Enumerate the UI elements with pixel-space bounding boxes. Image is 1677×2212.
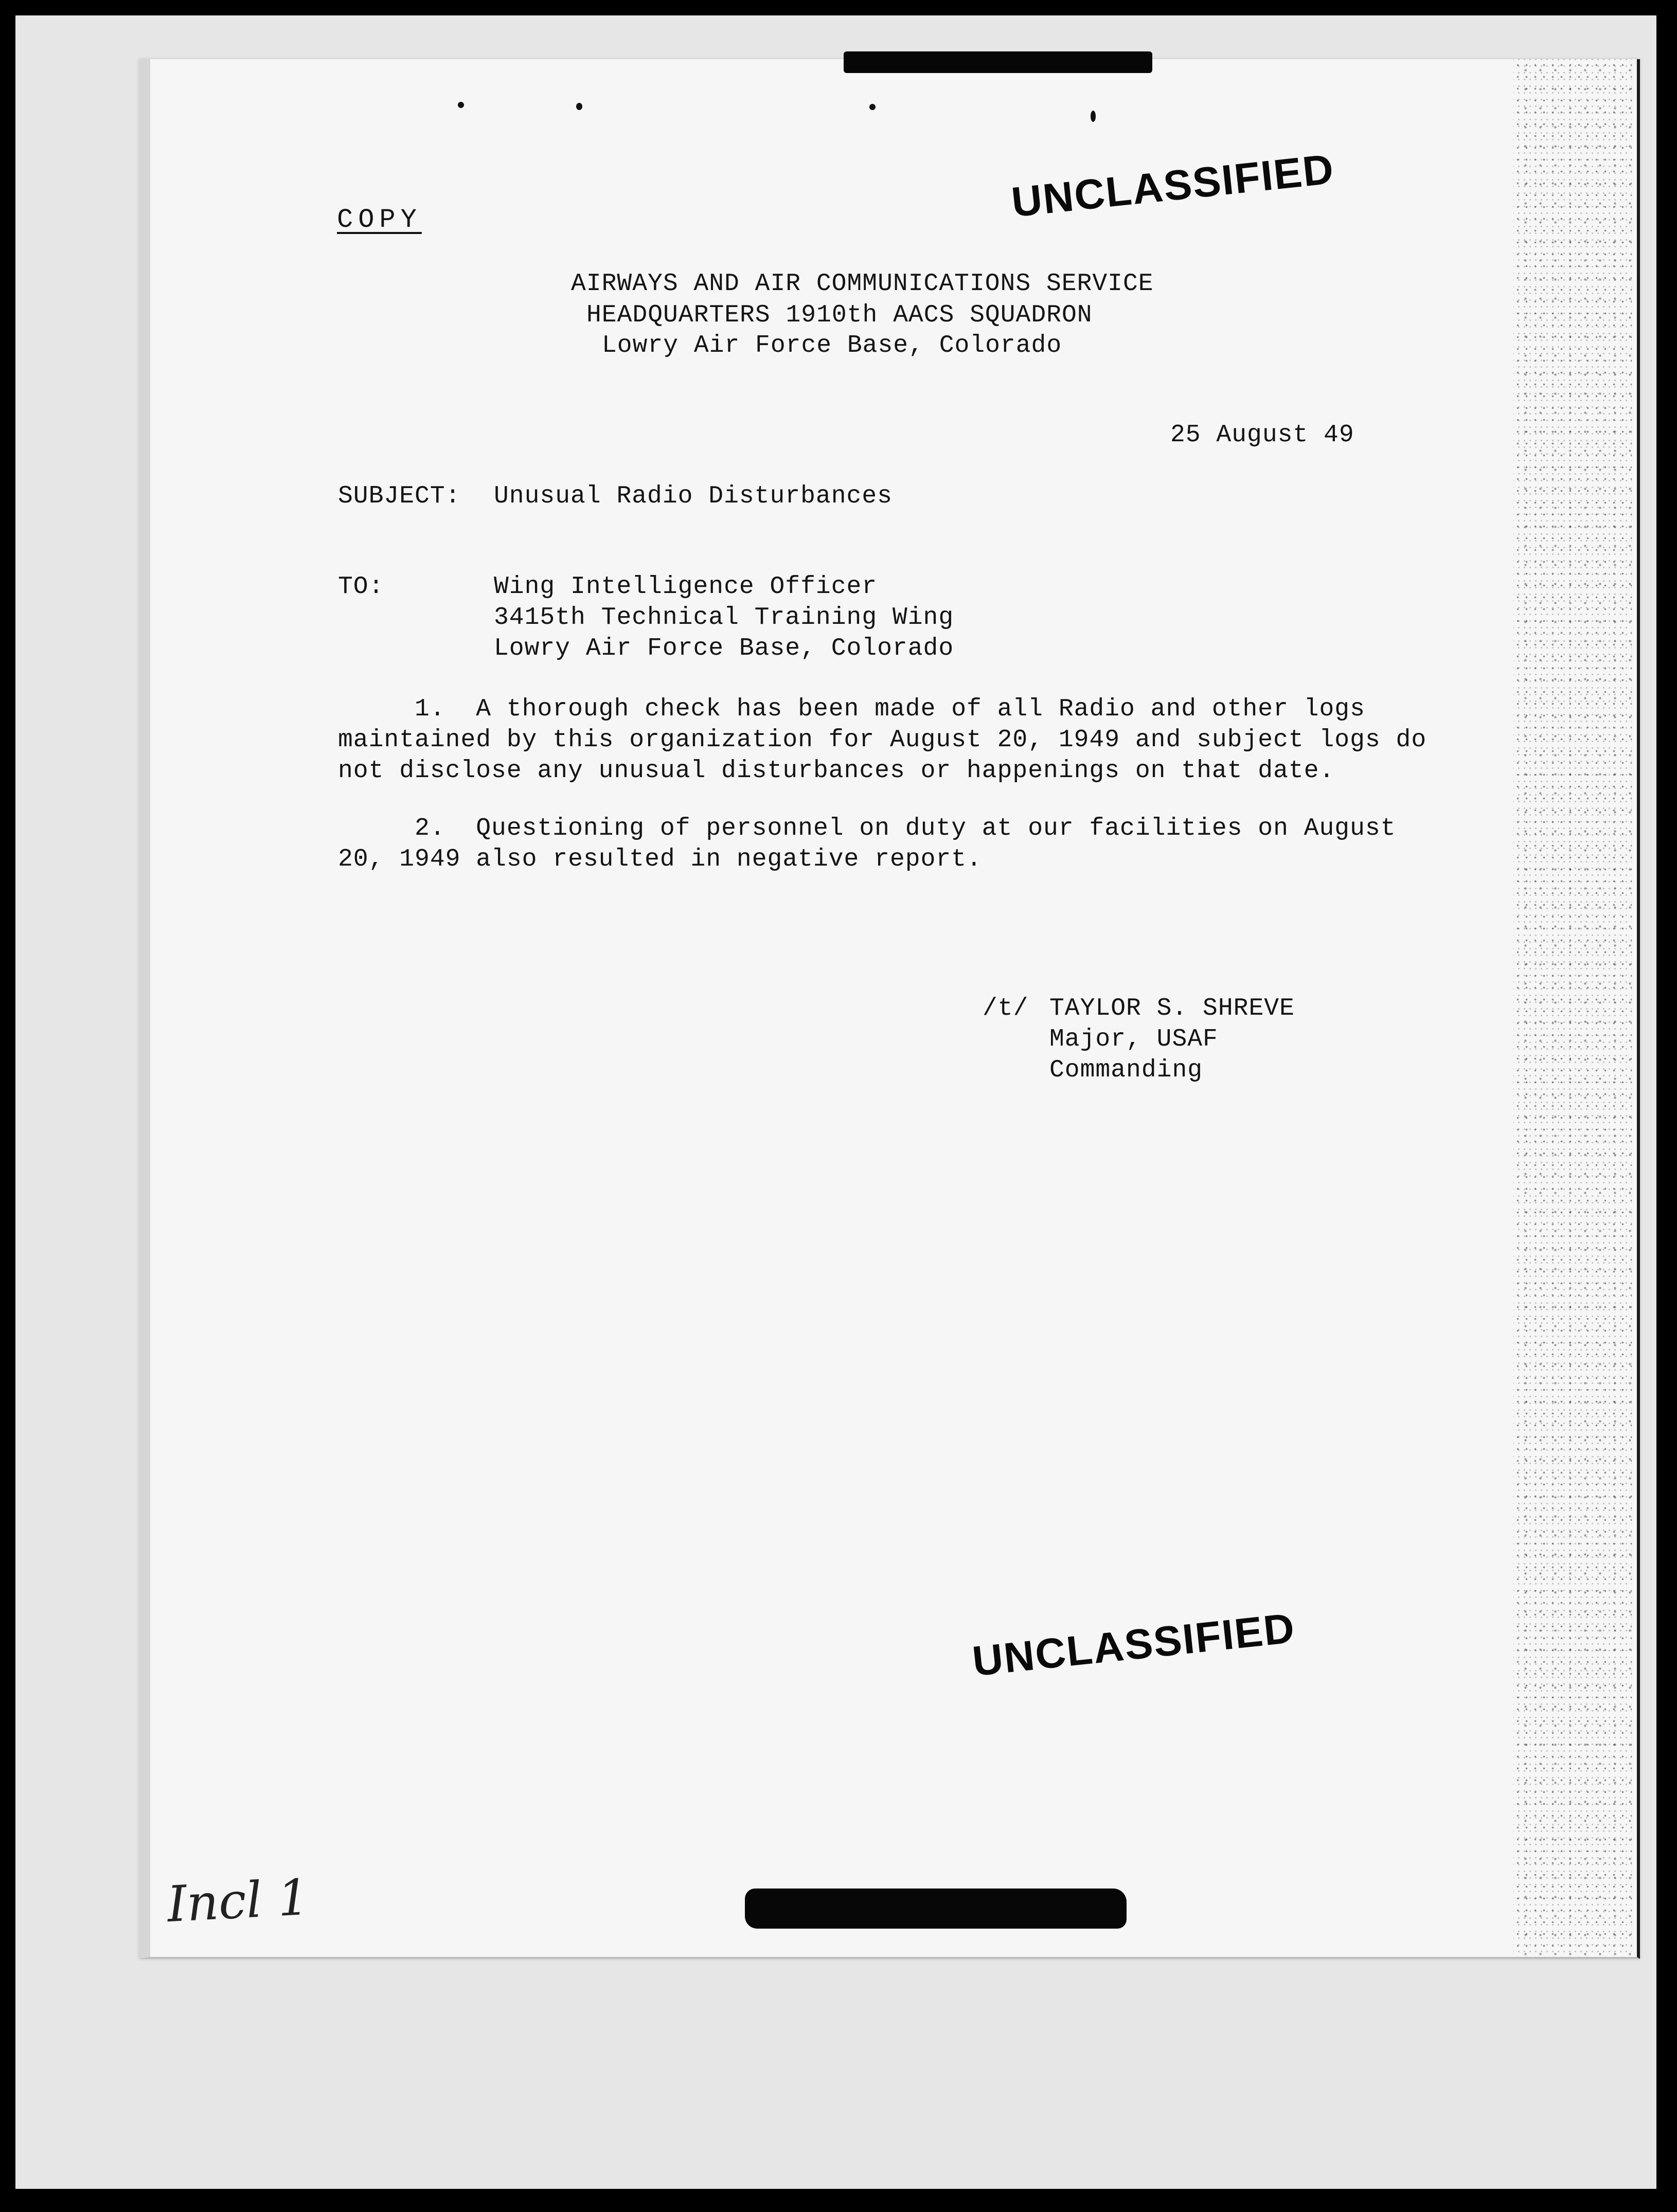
signer-rank: Major, USAF xyxy=(1049,1026,1218,1053)
photo-frame-bottom xyxy=(0,2189,1677,2212)
copy-mark: COPY xyxy=(337,205,422,235)
redaction-bar-top xyxy=(844,51,1152,73)
letterhead-line-3: Lowry Air Force Base, Colorado xyxy=(602,332,1062,359)
to-line-3: Lowry Air Force Base, Colorado xyxy=(494,635,954,662)
punch-mark xyxy=(458,102,464,108)
punch-mark xyxy=(869,104,876,110)
photo-frame-right xyxy=(1656,0,1677,2212)
redaction-bar-bottom xyxy=(745,1889,1127,1929)
letter-date: 25 August 49 xyxy=(1170,421,1354,449)
unclassified-stamp-bottom: UNCLASSIFIED xyxy=(970,1605,1298,1685)
unclassified-stamp-top: UNCLASSIFIED xyxy=(1009,146,1337,226)
paragraph-1-line: not disclose any unusual disturbances or happenings on that date. xyxy=(338,757,1335,785)
subject-text: Unusual Radio Disturbances xyxy=(494,482,893,510)
to-line-1: Wing Intelligence Officer xyxy=(494,573,878,601)
punch-mark xyxy=(576,103,582,110)
photo-frame-top xyxy=(0,0,1677,15)
paragraph-1-line: 1. A thorough check has been made of all Radio and other logs xyxy=(338,695,1365,723)
paragraph-2-line: 20, 1949 also resulted in negative report. xyxy=(338,846,982,873)
paragraph-1-line: maintained by this organization for August 20, 1949 and subject logs do xyxy=(338,726,1427,754)
signature-prefix: /t/ xyxy=(983,995,1029,1022)
to-label: TO: xyxy=(338,573,384,601)
signer-name: TAYLOR S. SHREVE xyxy=(1049,995,1295,1022)
handwritten-note: Incl 1 xyxy=(166,1868,311,1934)
scan-noise xyxy=(1513,59,1632,1957)
letterhead-line-1: AIRWAYS AND AIR COMMUNICATIONS SERVICE xyxy=(571,270,1154,298)
punch-mark xyxy=(1091,111,1096,122)
subject-label: SUBJECT: xyxy=(338,482,461,510)
paragraph-2-line: 2. Questioning of personnel on duty at our facilities on August xyxy=(338,815,1396,842)
to-line-2: 3415th Technical Training Wing xyxy=(494,604,954,632)
letterhead-line-2: HEADQUARTERS 1910th AACS SQUADRON xyxy=(586,301,1093,329)
photo-frame-left xyxy=(0,0,15,2212)
signer-title: Commanding xyxy=(1049,1056,1203,1084)
